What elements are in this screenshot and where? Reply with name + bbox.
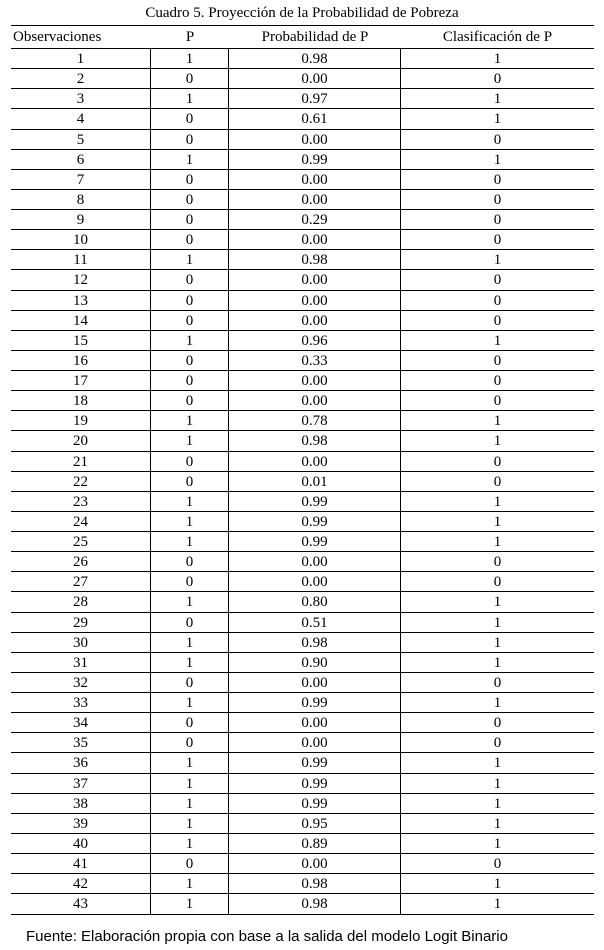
cell-p: 1 [151, 633, 229, 652]
cell-clasificacion: 0 [493, 212, 502, 228]
cell-p: 0 [151, 371, 229, 390]
cell-observacion: 16 [11, 351, 151, 370]
cell-clasificacion: 0 [493, 272, 502, 289]
table-row [11, 311, 594, 331]
table-row [11, 592, 594, 612]
cell-p: 1 [151, 753, 229, 772]
cell-p: 1 [151, 894, 229, 914]
cell-clasificacion: 0 [493, 453, 502, 470]
cell-probabilidad: 0.00 [229, 230, 401, 249]
table-row [11, 753, 594, 773]
cell-clasificacion: 1 [493, 332, 502, 349]
cell-p: 1 [151, 794, 229, 813]
cell-clasificacion: 0 [493, 674, 502, 691]
cell-observacion: 26 [11, 552, 151, 571]
cell-probabilidad: 0.99 [229, 794, 401, 813]
table-row [11, 270, 594, 290]
cell-p: 1 [151, 411, 229, 430]
cell-probabilidad: 0.98 [229, 874, 401, 893]
cell-observacion: 28 [11, 592, 151, 611]
cell-probabilidad: 0.01 [229, 472, 401, 491]
cell-clasificacion: 1 [493, 513, 502, 530]
cell-clasificacion: 1 [493, 896, 502, 913]
cell-probabilidad: 0.99 [229, 150, 401, 169]
cell-observacion: 27 [11, 572, 151, 591]
table-row [11, 391, 594, 411]
cell-probabilidad: 0.00 [229, 170, 401, 189]
cell-p: 1 [151, 774, 229, 793]
cell-observacion: 21 [11, 452, 151, 471]
cell-observacion: 4 [11, 109, 151, 128]
cell-p: 0 [151, 230, 229, 249]
cell-probabilidad: 0.99 [229, 512, 401, 531]
cell-probabilidad: 0.99 [229, 492, 401, 511]
cell-observacion: 3 [11, 89, 151, 108]
table-row [11, 230, 594, 250]
cell-probabilidad: 0.99 [229, 753, 401, 772]
cell-probabilidad: 0.90 [229, 653, 401, 672]
cell-probabilidad: 0.00 [229, 190, 401, 209]
cell-observacion: 10 [11, 230, 151, 249]
cell-clasificacion: 1 [493, 695, 502, 711]
cell-probabilidad: 0.00 [229, 270, 401, 289]
cell-observacion: 9 [11, 210, 151, 229]
cell-clasificacion: 0 [493, 232, 502, 249]
cell-observacion: 8 [11, 190, 151, 209]
cell-observacion: 32 [11, 673, 151, 692]
cell-clasificacion: 1 [493, 654, 502, 671]
cell-p: 1 [151, 431, 229, 450]
cell-p: 0 [151, 351, 229, 370]
table-row [11, 472, 594, 492]
cell-probabilidad: 0.00 [229, 130, 401, 149]
cell-p: 0 [151, 311, 229, 330]
cell-observacion: 42 [11, 874, 151, 893]
table-row [11, 733, 594, 753]
cell-clasificacion: 1 [493, 775, 502, 792]
cell-probabilidad: 0.96 [229, 331, 401, 350]
cell-p: 0 [151, 291, 229, 310]
cell-observacion: 37 [11, 774, 151, 793]
cell-observacion: 33 [11, 693, 151, 712]
cell-p: 0 [151, 270, 229, 289]
table-row [11, 774, 594, 794]
cell-clasificacion: 1 [493, 634, 502, 651]
table-row [11, 452, 594, 472]
cell-clasificacion: 0 [493, 352, 502, 369]
cell-observacion: 2 [11, 69, 151, 88]
cell-probabilidad: 0.99 [229, 774, 401, 793]
cell-observacion: 43 [11, 894, 151, 914]
table-row [11, 613, 594, 633]
cell-probabilidad: 0.00 [229, 572, 401, 591]
source-note: Fuente: Elaboración propia con base a la salida del modelo Logit Binario [26, 928, 508, 945]
table-row [11, 109, 594, 129]
cell-observacion: 17 [11, 371, 151, 390]
cell-probabilidad: 0.00 [229, 713, 401, 732]
cell-p: 1 [151, 532, 229, 551]
table-row [11, 250, 594, 270]
cell-observacion: 38 [11, 794, 151, 813]
cell-clasificacion: 0 [493, 715, 502, 732]
cell-observacion: 15 [11, 331, 151, 350]
cell-clasificacion: 0 [493, 71, 502, 88]
cell-p: 0 [151, 572, 229, 591]
cell-clasificacion: 1 [493, 795, 502, 812]
cell-p: 0 [151, 391, 229, 410]
table-row [11, 713, 594, 733]
cell-p: 1 [151, 250, 229, 269]
cell-probabilidad: 0.00 [229, 311, 401, 330]
cell-probabilidad: 0.95 [229, 814, 401, 833]
cell-clasificacion: 0 [493, 292, 502, 309]
table-row [11, 371, 594, 391]
cell-p: 0 [151, 472, 229, 491]
cell-observacion: 31 [11, 653, 151, 672]
cell-observacion: 30 [11, 633, 151, 652]
cell-probabilidad: 0.89 [229, 834, 401, 853]
cell-observacion: 23 [11, 492, 151, 511]
cell-clasificacion: 1 [493, 755, 502, 772]
cell-observacion: 34 [11, 713, 151, 732]
cell-observacion: 40 [11, 834, 151, 853]
cell-clasificacion: 0 [493, 373, 502, 389]
table-row [11, 130, 594, 150]
table-row [11, 351, 594, 371]
cell-p: 0 [151, 552, 229, 571]
cell-clasificacion: 0 [493, 191, 502, 208]
cell-clasificacion: 1 [493, 534, 502, 550]
table-row [11, 89, 594, 109]
cell-p: 0 [151, 854, 229, 873]
table-row [11, 492, 594, 512]
table-row [11, 814, 594, 834]
header-probabilidad: Probabilidad de P [261, 29, 369, 45]
cell-observacion: 12 [11, 270, 151, 289]
table-row [11, 834, 594, 854]
cell-probabilidad: 0.00 [229, 854, 401, 873]
cell-probabilidad: 0.97 [229, 89, 401, 108]
cell-probabilidad: 0.98 [229, 250, 401, 269]
cell-clasificacion: 1 [493, 151, 502, 168]
cell-observacion: 6 [11, 150, 151, 169]
cell-p: 0 [151, 190, 229, 209]
cell-probabilidad: 0.80 [229, 592, 401, 611]
table-row [11, 210, 594, 230]
cell-observacion: 24 [11, 512, 151, 531]
header-p: P [185, 29, 195, 45]
table-row [11, 653, 594, 673]
table-row [11, 150, 594, 170]
cell-clasificacion: 1 [493, 433, 502, 450]
table-row [11, 633, 594, 653]
cell-p: 0 [151, 713, 229, 732]
cell-p: 0 [151, 69, 229, 88]
table-row [11, 794, 594, 814]
cell-clasificacion: 0 [493, 171, 502, 188]
cell-p: 0 [151, 130, 229, 149]
cell-probabilidad: 0.00 [229, 69, 401, 88]
cell-observacion: 25 [11, 532, 151, 551]
table-row [11, 411, 594, 431]
cell-observacion: 20 [11, 431, 151, 450]
table-row [11, 894, 594, 914]
cell-clasificacion: 1 [493, 594, 502, 611]
cell-probabilidad: 0.00 [229, 371, 401, 390]
cell-observacion: 36 [11, 753, 151, 772]
cell-p: 1 [151, 834, 229, 853]
cell-clasificacion: 0 [493, 554, 502, 571]
table-row [11, 69, 594, 89]
table-row [11, 170, 594, 190]
table-title: Cuadro 5. Proyección de la Probabilidad de Pobreza [145, 5, 459, 21]
cell-clasificacion: 0 [493, 393, 502, 410]
cell-clasificacion: 0 [493, 856, 502, 872]
cell-p: 1 [151, 874, 229, 893]
cell-p: 1 [151, 150, 229, 169]
cell-observacion: 14 [11, 311, 151, 330]
cell-clasificacion: 1 [493, 111, 502, 128]
cell-clasificacion: 1 [493, 614, 502, 631]
cell-observacion: 5 [11, 130, 151, 149]
table-row [11, 291, 594, 311]
cell-probabilidad: 0.33 [229, 351, 401, 370]
table-row [11, 552, 594, 572]
cell-clasificacion: 1 [493, 413, 502, 430]
cell-observacion: 19 [11, 411, 151, 430]
cell-p: 1 [151, 89, 229, 108]
cell-probabilidad: 0.00 [229, 673, 401, 692]
table-row [11, 572, 594, 592]
cell-clasificacion: 1 [493, 91, 502, 108]
cell-observacion: 18 [11, 391, 151, 410]
cell-probabilidad: 0.00 [229, 291, 401, 310]
cell-clasificacion: 1 [493, 51, 502, 67]
cell-observacion: 35 [11, 733, 151, 752]
cell-p: 0 [151, 673, 229, 692]
cell-probabilidad: 0.00 [229, 733, 401, 752]
cell-probabilidad: 0.99 [229, 532, 401, 551]
table-row [11, 673, 594, 693]
cell-probabilidad: 0.29 [229, 210, 401, 229]
cell-observacion: 39 [11, 814, 151, 833]
cell-p: 1 [151, 653, 229, 672]
cell-clasificacion: 1 [493, 835, 502, 852]
cell-clasificacion: 0 [493, 312, 502, 329]
cell-probabilidad: 0.98 [229, 431, 401, 450]
cell-clasificacion: 0 [493, 735, 502, 752]
cell-clasificacion: 0 [493, 131, 502, 148]
cell-clasificacion: 1 [493, 252, 502, 269]
cell-probabilidad: 0.51 [229, 613, 401, 632]
cell-observacion: 41 [11, 854, 151, 873]
cell-probabilidad: 0.99 [229, 693, 401, 712]
table-body [11, 49, 594, 914]
table-row [11, 331, 594, 351]
cell-observacion: 22 [11, 472, 151, 491]
cell-p: 1 [151, 492, 229, 511]
table-row [11, 190, 594, 210]
cell-clasificacion: 1 [493, 815, 502, 832]
cell-p: 0 [151, 109, 229, 128]
table-row [11, 693, 594, 713]
cell-observacion: 1 [11, 49, 151, 68]
cell-p: 1 [151, 693, 229, 712]
table-row [11, 532, 594, 552]
cell-p: 1 [151, 331, 229, 350]
table-row [11, 49, 594, 69]
cell-p: 0 [151, 733, 229, 752]
table-header [11, 26, 594, 49]
cell-p: 1 [151, 49, 229, 68]
cell-probabilidad: 0.98 [229, 49, 401, 68]
data-table [11, 25, 594, 915]
cell-probabilidad: 0.00 [229, 452, 401, 471]
cell-p: 0 [151, 210, 229, 229]
cell-clasificacion: 1 [493, 876, 502, 893]
cell-clasificacion: 0 [493, 473, 502, 490]
cell-p: 0 [151, 613, 229, 632]
cell-probabilidad: 0.00 [229, 552, 401, 571]
cell-clasificacion: 0 [493, 574, 502, 591]
cell-probabilidad: 0.98 [229, 894, 401, 914]
cell-probabilidad: 0.61 [229, 109, 401, 128]
cell-p: 0 [151, 452, 229, 471]
header-clasificacion: Clasificación de P [442, 29, 553, 45]
cell-probabilidad: 0.00 [229, 391, 401, 410]
cell-observacion: 11 [11, 250, 151, 269]
cell-p: 1 [151, 814, 229, 833]
cell-p: 0 [151, 170, 229, 189]
cell-probabilidad: 0.98 [229, 633, 401, 652]
header-observaciones: Observaciones [13, 29, 102, 45]
table-row [11, 431, 594, 451]
cell-observacion: 13 [11, 291, 151, 310]
table-row [11, 874, 594, 894]
table-row [11, 854, 594, 874]
cell-probabilidad: 0.78 [229, 411, 401, 430]
cell-observacion: 29 [11, 613, 151, 632]
cell-observacion: 7 [11, 170, 151, 189]
cell-p: 1 [151, 592, 229, 611]
cell-p: 1 [151, 512, 229, 531]
table-row [11, 512, 594, 532]
cell-clasificacion: 1 [493, 493, 502, 510]
